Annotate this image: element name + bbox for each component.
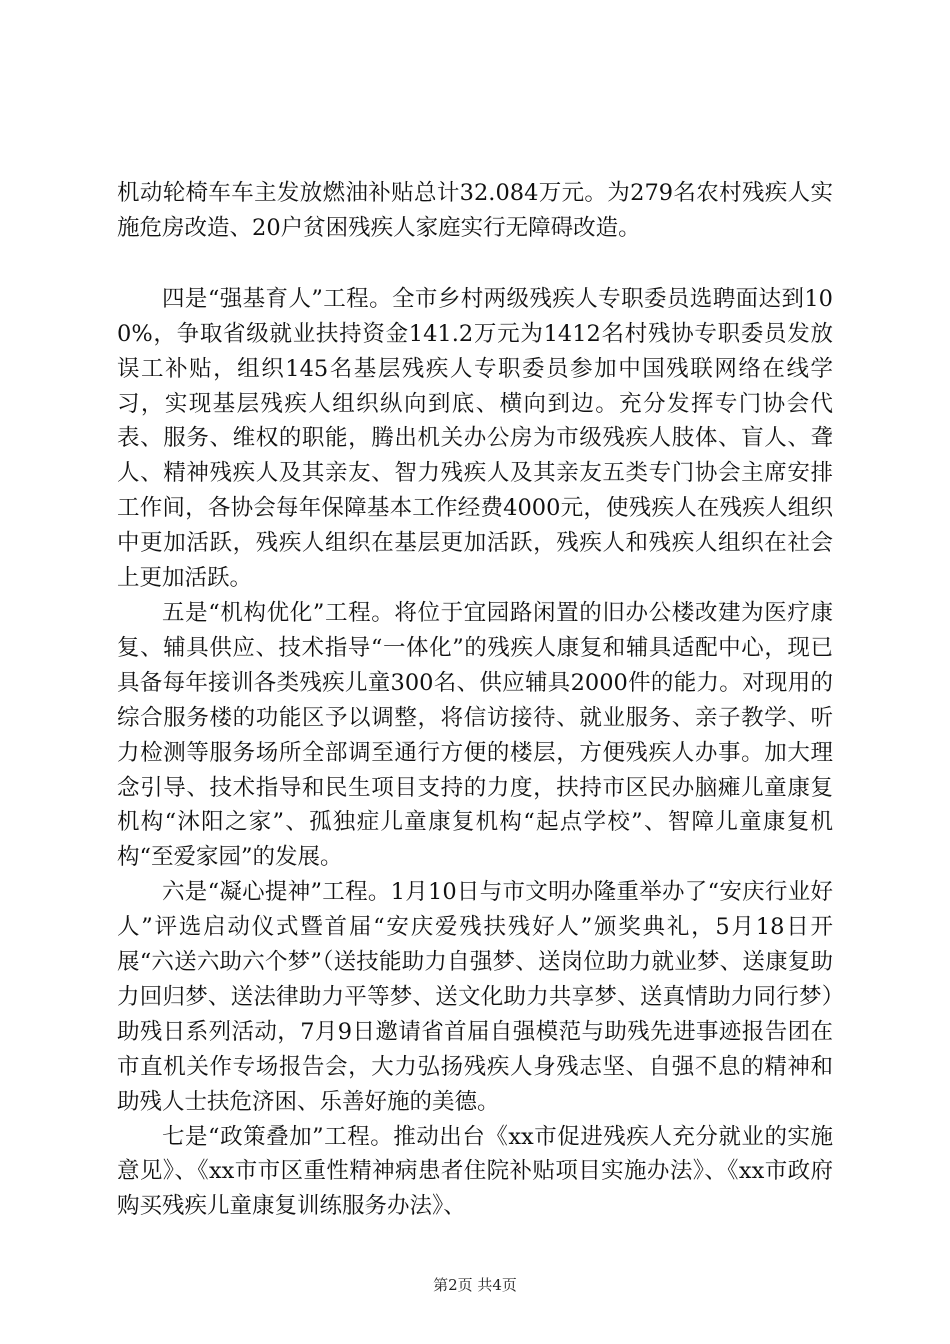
paragraph-spacer — [117, 246, 833, 282]
paragraph-item-5: 五是“机构优化”工程。将位于宜园路闲置的旧办公楼改建为医疗康复、辅具供应、技术指导“一体化”的残疾人康复和辅具适配中心，现已具备每年接训各类残疾儿童300名、供应辅具2000件的能力。对现用的综合服务楼的功能区予以调整，将信访接待、就业服务、亲子教学、听力检测等服务场所全部调至通行方便的楼层，方便残疾人办事。加大理念引导、技术指导和民生项目支持的力度，扶持市区民办脑瘫儿童康复机构“沐阳之家”、孤独症儿童康复机构“起点学校”、智障儿童康复机构“至爱家园”的发展。 — [117, 599, 833, 871]
document-body — [117, 176, 833, 1224]
page-footer: 第2页 共4页 — [433, 1276, 517, 1294]
paragraph-item-4: 四是“强基育人”工程。全市乡村两级残疾人专职委员选聘面达到100%，争取省级就业扶持资金141.2万元为1412名村残协专职委员发放误工补贴，组织145名基层残疾人专职委员参加中国残联网络在线学习，实现基层残疾人组织纵向到底、横向到边。充分发挥专门协会代表、服务、维权的职能，腾出机关办公房为市级残疾人肢体、盲人、聋人、精神残疾人及其亲友、智力残疾人及其亲友五类专门协会主席安排工作间，各协会每年保障基本工作经费4000元，使残疾人在残疾人组织中更加活跃，残疾人组织在基层更加活跃，残疾人和残疾人组织在社会上更加活跃。 — [117, 285, 833, 592]
paragraph-item-6: 六是“凝心提神”工程。1月10日与市文明办隆重举办了“安庆行业好人”评选启动仪式暨首届“安庆爱残扶残好人”颁奖典礼，5月18日开展“六送六助六个梦”（送技能助力自强梦、送岗位助力就业梦、送康复助力回归梦、送法律助力平等梦、送文化助力共享梦、送真情助力同行梦）助残日系列活动，7月9日邀请省首届自强模范与助残先进事迹报告团在市直机关作专场报告会，大力弘扬残疾人身残志坚、自强不息的精神和助残人士扶危济困、乐善好施的美德。 — [117, 879, 833, 1115]
paragraph-continuation: 机动轮椅车车主发放燃油补贴总计32.084万元。为279名农村残疾人实施危房改造、20户贫困残疾人家庭实行无障碍改造。 — [117, 180, 833, 241]
paragraph-item-7: 七是“政策叠加”工程。推动出台《xx市促进残疾人充分就业的实施意见》、《xx市市区重性精神病患者住院补贴项目实施办法》、《xx市政府购买残疾儿童康复训练服务办法》、 — [117, 1123, 833, 1220]
